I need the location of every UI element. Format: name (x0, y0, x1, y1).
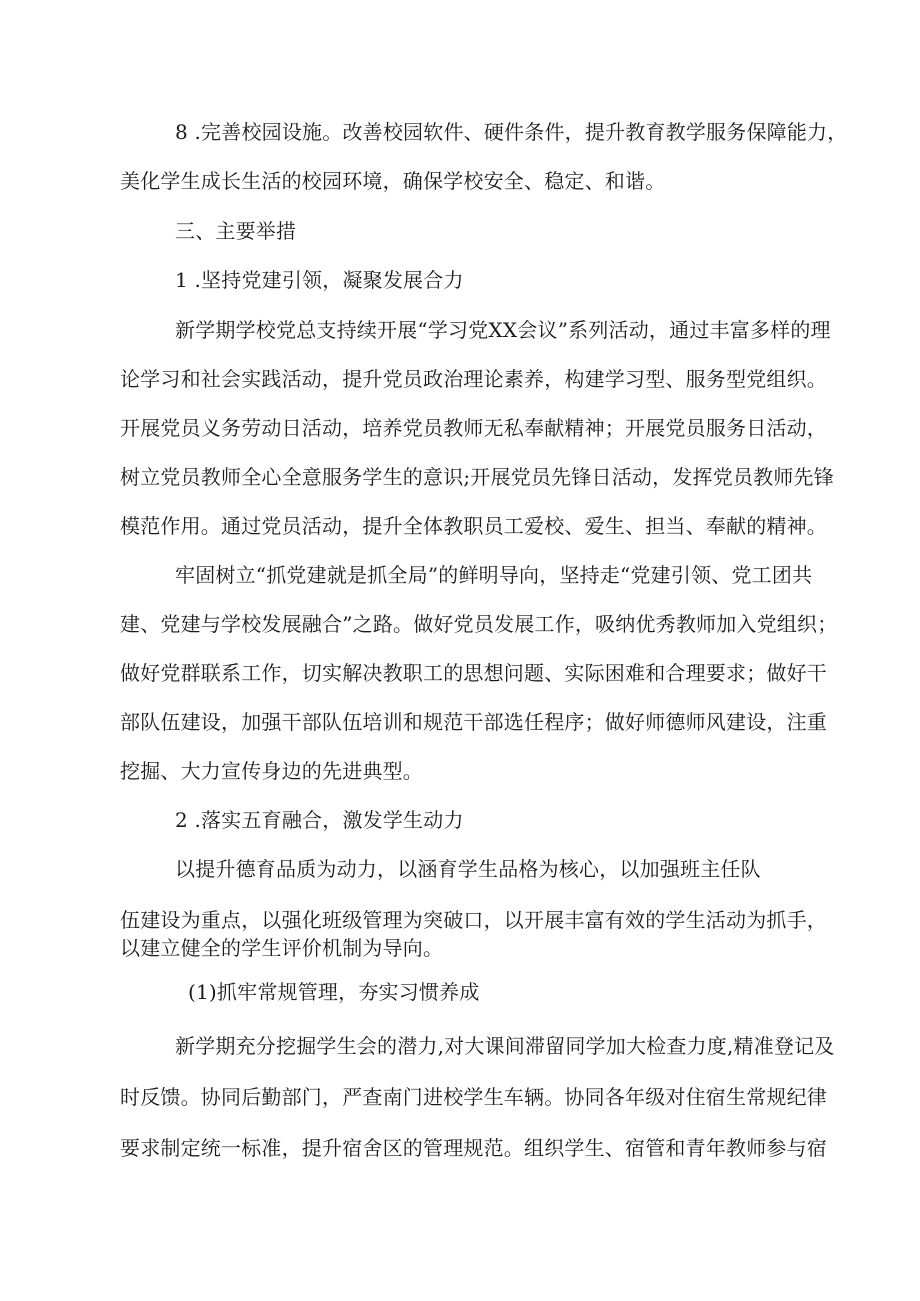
paragraph-line: 8 .完善校园设施。改善校园软件、硬件条件，提升教育教学服务保障能力， (175, 120, 848, 144)
paragraph-line: 要求制定统一标准，提升宿舍区的管理规范。组织学生、宿管和青年教师参与宿 (120, 1136, 827, 1160)
paragraph-line: 新学期充分挖掘学生会的潜力,对大课间滞留同学加大检查力度,精准登记及 (175, 1034, 835, 1058)
paragraph-line: 美化学生成长生活的校园环境，确保学校安全、稳定、和谐。 (120, 169, 666, 193)
paragraph-line: 做好党群联系工作，切实解决教职工的思想问题、实际困难和合理要求；做好干 (120, 661, 827, 685)
paragraph-line: 论学习和社会实践活动，提升党员政治理论素养，构建学习型、服务型党组织。 (120, 367, 827, 391)
paragraph-line: 以提升德育品质为动力，以涵育学生品格为核心，以加强班主任队 (175, 857, 761, 881)
subsection-heading: (1)抓牢常规管理，夯实习惯养成 (188, 980, 480, 1004)
paragraph-line: 模范作用。通过党员活动，提升全体教职员工爱校、爱生、担当、奉献的精神。 (120, 514, 827, 538)
subsection-heading: 2 .落实五育融合，激发学生动力 (175, 808, 464, 832)
paragraph-line: 树立党员教师全心全意服务学生的意识;开展党员先锋日活动，发挥党员教师先锋 (120, 465, 834, 489)
paragraph-line: 新学期学校党总支持续开展“学习党XX会议”系列活动，通过丰富多样的理 (175, 318, 831, 342)
paragraph-line: 伍建设为重点，以强化班级管理为突破口，以开展丰富有效的学生活动为抓手， (120, 908, 827, 932)
paragraph-line: 建、党建与学校发展融合”之路。做好党员发展工作，吸纳优秀教师加入党组织； (120, 612, 838, 636)
paragraph-line: 牢固树立“抓党建就是抓全局”的鲜明导向，坚持走“党建引领、党工团共 (175, 563, 813, 587)
paragraph-line: 时反馈。协同后勤部门，严查南门进校学生车辆。协同各年级对住宿生常规纪律 (120, 1085, 827, 1109)
paragraph-line: 以建立健全的学生评价机制为导向。 (120, 936, 444, 960)
paragraph-line: 开展党员义务劳动日活动，培养党员教师无私奉献精神；开展党员服务日活动， (120, 416, 827, 440)
paragraph-line: 部队伍建设，加强干部队伍培训和规范干部选任程序；做好师德师风建设，注重 (120, 710, 827, 734)
paragraph-line: 挖掘、大力宣传身边的先进典型。 (120, 759, 423, 783)
subsection-heading: 1 .坚持党建引领，凝聚发展合力 (175, 268, 464, 292)
section-heading: 三、主要举措 (175, 219, 297, 243)
